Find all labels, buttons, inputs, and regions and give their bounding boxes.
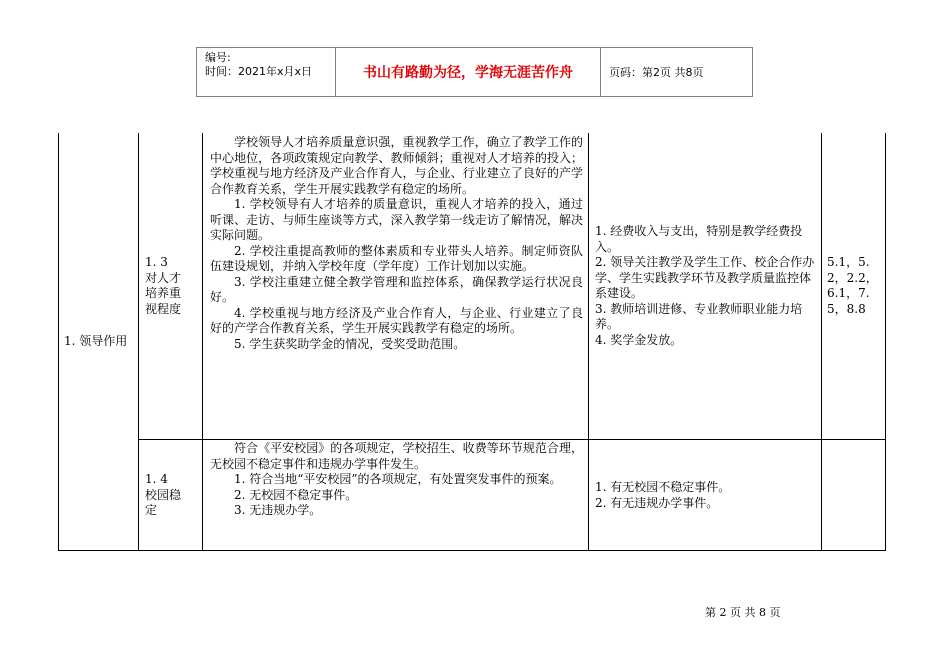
header-motto: 书山有路勤为径，学海无涯苦作舟 [336,48,601,96]
evidence-list [595,224,817,348]
evidence-item: 1. 经费收入与支出，特别是教学经费投入。 [595,224,803,254]
content-paragraph: 符合《平安校园》的各项规定，学校招生、收费等环节规范合理，无校园不稳定事件和违规办学事件发生。 [210,441,583,471]
page-header [196,47,753,97]
content-paragraph: 2. 学校注重提高教师的整体素质和专业带头人培养。制定师资队伍建设规划，并纳入学校年度（学年度）工作计划加以实施。 [210,243,583,273]
content-paragraph: 3. 无违规办学。 [234,503,322,517]
document-number-label: 编号: [205,51,231,64]
item-cell [139,133,201,439]
evidence-cell [590,440,821,551]
content-paragraph: 4. 学校重视与地方经济及产业合作育人，与企业、行业建立了良好的产学合作教育关系，学生开展实践教学有稳定的场所。 [210,305,583,335]
evidence-item: 1. 有无校园不稳定事件。 [595,480,731,494]
evaluation-table [58,133,886,551]
content-cell [205,440,587,551]
table-divider [202,133,203,551]
evidence-cell [590,133,821,439]
content-paragraph: 2. 无校园不稳定事件。 [234,487,358,502]
item-cell [139,440,201,551]
reference-cell [823,440,886,551]
header-page-info: 页码：第2页 共8页 [609,66,704,79]
reference-cell [823,133,886,439]
item-label: 1. 4 校园稳 定 [145,472,182,518]
table-divider [821,133,822,551]
reference-text: 5.1，5.2，2.2，6.1，7.5，8.8 [827,255,878,316]
category-cell: 1. 领导作用 [64,334,128,349]
evidence-item: 2. 有无违规办学事件。 [595,495,719,510]
content-paragraphs [210,135,583,352]
content-paragraph: 5. 学生获奖助学金的情况，受奖受助范围。 [234,336,466,351]
content-paragraphs [210,441,583,519]
document-time-label: 时间：2021年x月x日 [205,65,313,78]
header-meta [197,48,336,96]
item-label: 1. 3 对人才 培养重 视程度 [145,255,182,316]
evidence-item: 3. 教师培训进修、专业教师职业能力培养。 [595,301,803,331]
evidence-item: 4. 奖学金发放。 [595,332,683,347]
table-divider [588,133,589,551]
page-footer: 第 2 页 共 8 页 [705,606,781,619]
content-cell [205,133,587,439]
evidence-list [595,480,730,511]
evidence-item: 2. 领导关注教学及学生工作、校企合作办学、学生实践教学环节及教学质量监控体系建设。 [595,255,815,300]
content-paragraph: 学校领导人才培养质量意识强，重视教学工作，确立了教学工作的中心地位，各项政策规定向教学、教师倾斜；重视对人才培养的投入；学校重视与地方经济及产业合作育人，与企业、行业建立了良好的产学合作教育关系，学生开展实践教学有稳定的场所。 [210,135,583,196]
content-paragraph: 1. 学校领导有人才培养的质量意识，重视人才培养的投入，通过听课、走访、与师生座谈等方式，深入教学第一线走访了解情况，解决实际问题。 [210,197,583,242]
content-paragraph: 3. 学校注重建立健全教学管理和监控体系，确保教学运行状况良好。 [210,274,583,304]
content-paragraph: 1. 符合当地“平安校园”的各项规定，有处置突发事件的预案。 [234,472,562,486]
